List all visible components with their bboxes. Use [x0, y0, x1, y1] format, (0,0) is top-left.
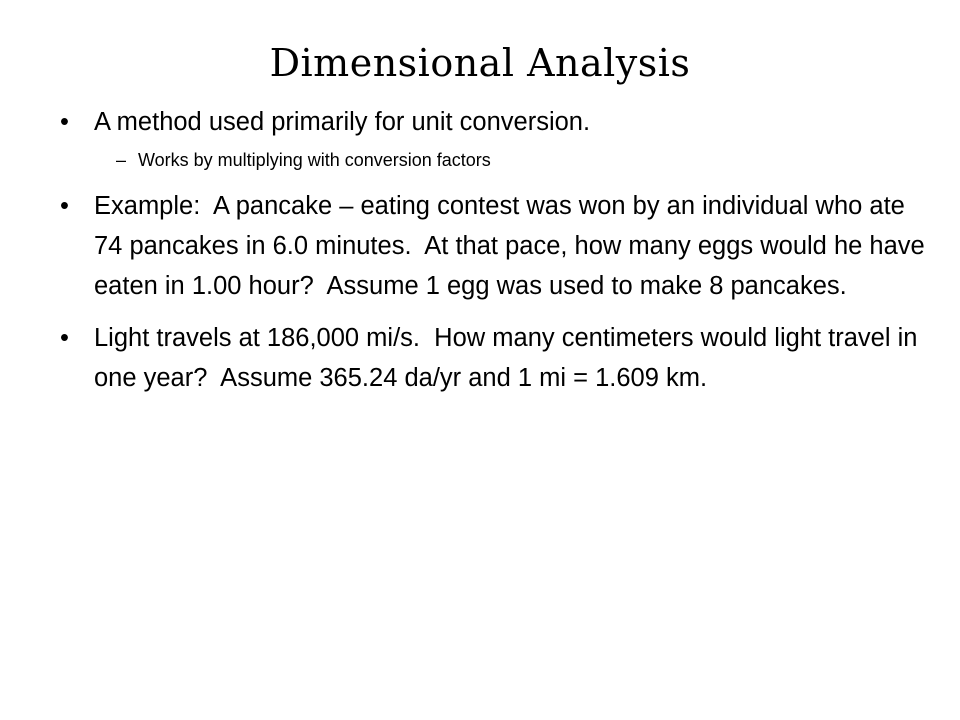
bullet-marker: •: [60, 192, 69, 220]
bullet-item: [60, 102, 930, 142]
sub-bullet-marker: –: [116, 150, 127, 170]
bullet-text: A method used primarily for unit conversion.: [94, 108, 591, 136]
bullet-text: Example: A pancake – eating contest was won by an individual who ate 74 pancakes in 6.0 minutes. At that pace, how many eggs would he have eaten in 1.00 hour? Assume 1 egg was used to make 8 pancakes.: [94, 192, 932, 300]
sub-bullet-item: [60, 146, 930, 174]
bullet-marker: •: [60, 108, 69, 136]
bullet-item: [60, 186, 930, 306]
bullet-item: [60, 318, 930, 398]
bullet-text: Light travels at 186,000 mi/s. How many centimeters would light travel in one year? Assume 365.24 da/yr and 1 mi = 1.609 km.: [94, 324, 925, 392]
slide-title: Dimensional Analysis: [269, 41, 691, 85]
bullet-marker: •: [60, 324, 69, 352]
sub-bullet-text: Works by multiplying with conversion factors: [138, 150, 491, 170]
slide-body: [60, 102, 930, 398]
